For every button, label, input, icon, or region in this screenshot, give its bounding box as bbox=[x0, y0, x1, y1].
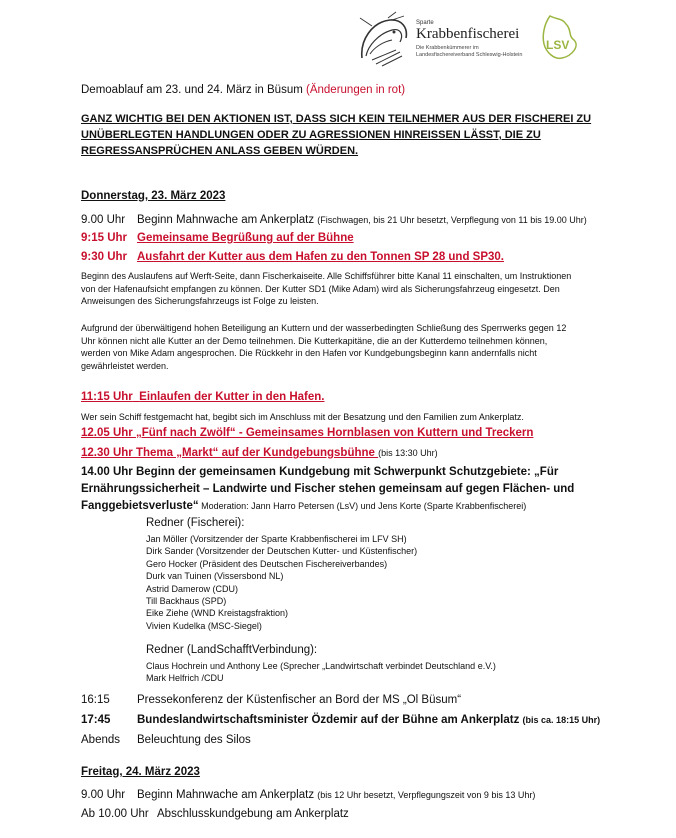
logo-name: Krabbenfischerei bbox=[416, 26, 520, 42]
warning-block bbox=[81, 111, 591, 159]
event-title: Pressekonferenz der Küstenfischer an Bord der MS „Ol Büsum“ bbox=[137, 694, 462, 706]
day1-paragraph-1 bbox=[81, 270, 601, 308]
day1-event-1 bbox=[81, 213, 587, 227]
paragraph-line: von der Hafenaufsicht empfangen zu können. Der Kutter SD1 (Mike Adam) wird als Sicherungsfahrzeug eingesetzt. Den bbox=[81, 283, 560, 294]
day1-event-3 bbox=[81, 251, 504, 263]
paragraph-line: Beginn des Auslaufens auf Werft-Seite, dann Fischerkaiseite. Alle Schiffsführer bitte Kanal 11 einschalten, um Instruktionen bbox=[81, 271, 572, 281]
event-time: 16:15 bbox=[81, 694, 110, 706]
event-line-3: Fanggebietsverluste“ bbox=[81, 500, 199, 512]
day1-paragraph-3: Wer sein Schiff festgemacht hat, begibt sich im Anschluss mit der Besatzung und den Familien zum Ankerplatz. bbox=[81, 412, 524, 422]
event-title: Beleuchtung des Silos bbox=[137, 734, 251, 746]
event-title: Gemeinsame Begrüßung auf der Bühne bbox=[137, 232, 354, 244]
event-line-2: Ernährungssicherheit – Landwirte und Fischer stehen gemeinsam auf gegen Flächen- und bbox=[81, 483, 575, 495]
speakers-list bbox=[146, 533, 417, 632]
day1-event-8 bbox=[81, 694, 461, 706]
logo-sparte: Sparte bbox=[416, 20, 434, 26]
warning-line-1: GANZ WICHTIG BEI DEN AKTIONEN IST, DASS SICH KEIN TEILNEHMER AUS DER FISCHEREI ZU bbox=[81, 113, 592, 125]
paragraph-line: Anweisungen des Sicherungsfahrzeugs ist Folge zu leisten. bbox=[81, 296, 319, 306]
list-item: Astrid Damerow (CDU) bbox=[146, 583, 239, 594]
event-note: (Fischwagen, bis 21 Uhr besetzt, Verpflegung von 11 bis 19.00 Uhr) bbox=[317, 215, 587, 225]
speakers-heading: Redner (Fischerei): bbox=[146, 517, 245, 529]
day2-event-1 bbox=[81, 789, 535, 801]
warning-line-2: UNÜBERLEGTEN HANDLUNGEN ODER ZU AGRESSIONEN HINREISSEN LÄSST, DIE ZU bbox=[81, 129, 541, 141]
list-item: Dirk Sander (Vorsitzender der Deutschen Kutter- und Küstenfischer) bbox=[146, 546, 418, 557]
list-item: Durk van Tuinen (Vissersbond NL) bbox=[146, 571, 284, 582]
lsv-logo bbox=[532, 12, 586, 68]
event-time: 9:30 Uhr bbox=[81, 251, 128, 263]
event-title: Bundeslandwirtschaftsminister Özdemir auf der Bühne am Ankerplatz bbox=[137, 714, 523, 726]
event-title: Beginn Mahnwache am Ankerplatz bbox=[137, 789, 318, 801]
list-item: Gero Hocker (Präsident des Deutschen Fischereiverbandes) bbox=[146, 558, 388, 569]
day1-event-2 bbox=[81, 232, 354, 244]
event-note: (bis ca. 18:15 Uhr) bbox=[522, 715, 601, 725]
event-time: Abends bbox=[81, 734, 121, 746]
event-moderation: Moderation: Jann Harro Petersen (LsV) und Jens Korte (Sparte Krabbenfischerei) bbox=[198, 501, 527, 511]
intro-changes: (Änderungen in rot) bbox=[306, 84, 406, 96]
intro-text: Demoablauf am 23. und 24. März in Büsum bbox=[81, 84, 307, 96]
lsv-text: LSV bbox=[546, 38, 570, 52]
paragraph-line: Aufgrund der überwältigend hohen Beteiligung an Kuttern und der wasserbedingten Schließung des Sperrwerks gegen 12 bbox=[81, 323, 567, 333]
speakers2-heading: Redner (LandSchafftVerbindung): bbox=[146, 644, 318, 656]
list-item: Till Backhaus (SPD) bbox=[146, 596, 227, 607]
list-item: Claus Hochrein und Anthony Lee (Sprecher „Landwirtschaft verbindet Deutschland e.V.) bbox=[146, 661, 496, 671]
event-time: 11:15 Uhr bbox=[81, 391, 133, 403]
event-line-1: 14.00 Uhr Beginn der gemeinsamen Kundgebung mit Schwerpunkt Schutzgebiete: „Für bbox=[81, 466, 559, 478]
day2-event-2 bbox=[81, 808, 349, 820]
warning-line-3: REGRESSANSPRÜCHEN ANLASS GEBEN WÜRDEN. bbox=[81, 145, 359, 157]
event-title: Einlaufen der Kutter in den Hafen. bbox=[139, 391, 325, 403]
list-item: Eike Ziehe (WND Kreistagsfraktion) bbox=[146, 608, 289, 619]
logo-tagline-2: Landesfischereiverband Schleswig-Holstein bbox=[416, 52, 523, 58]
day1-event-4 bbox=[81, 391, 324, 403]
list-item: Mark Helfrich /CDU bbox=[146, 673, 224, 684]
list-item: Vivien Kudelka (MSC-Siegel) bbox=[146, 620, 262, 631]
day1-paragraph-2 bbox=[81, 322, 601, 372]
event-note: (bis 12 Uhr besetzt, Verpflegungszeit von 9 bis 13 Uhr) bbox=[317, 790, 536, 800]
paragraph-line: gewährleistet werden. bbox=[81, 360, 169, 371]
event-time: 17:45 bbox=[81, 714, 111, 726]
event-time: 9.00 Uhr bbox=[81, 214, 126, 226]
speakers2-list bbox=[146, 660, 496, 685]
event-title: Abschlusskundgebung am Ankerplatz bbox=[157, 808, 349, 820]
event-title: 12.30 Uhr Thema „Markt“ auf der Kundgebungsbühne bbox=[81, 447, 379, 459]
event-title: Beginn Mahnwache am Ankerplatz bbox=[137, 214, 318, 226]
logo-tagline-1: Die Krabbenkümmerer im bbox=[416, 45, 479, 51]
event-time: 9.00 Uhr bbox=[81, 789, 126, 801]
event-title: Ausfahrt der Kutter aus dem Hafen zu den Tonnen SP 28 und SP30. bbox=[137, 251, 505, 263]
event-note: (bis 13:30 Uhr) bbox=[378, 448, 438, 458]
paragraph-line: Uhr können nicht alle Kutter an der Demo teilnehmen. Die Kutterkapitäne, die an der Kutterdemo teilnehmen können, bbox=[81, 335, 548, 346]
event-time: 9:15 Uhr bbox=[81, 232, 128, 244]
list-item: Jan Möller (Vorsitzender der Sparte Krabbenfischerei im LFV SH) bbox=[146, 534, 407, 544]
day1-event-7 bbox=[81, 464, 641, 515]
day1-heading: Donnerstag, 23. März 2023 bbox=[81, 190, 226, 202]
day1-event-6 bbox=[81, 446, 438, 460]
event-time: Ab 10.00 Uhr bbox=[81, 808, 149, 820]
paragraph-line: werden von Mike Adam angesprochen. Die Rückkehr in den Hafen vor Kundgebungsbeginn kann andernfalls nicht bbox=[81, 348, 537, 358]
intro-line bbox=[81, 83, 405, 97]
day1-event-10 bbox=[81, 734, 251, 746]
day1-event-9 bbox=[81, 714, 600, 726]
shrimp-logo-icon bbox=[352, 10, 414, 72]
day2-heading: Freitag, 24. März 2023 bbox=[81, 766, 200, 778]
day1-event-5: 12.05 Uhr „Fünf nach Zwölf“ - Gemeinsames Hornblasen von Kuttern und Treckern bbox=[81, 427, 534, 439]
